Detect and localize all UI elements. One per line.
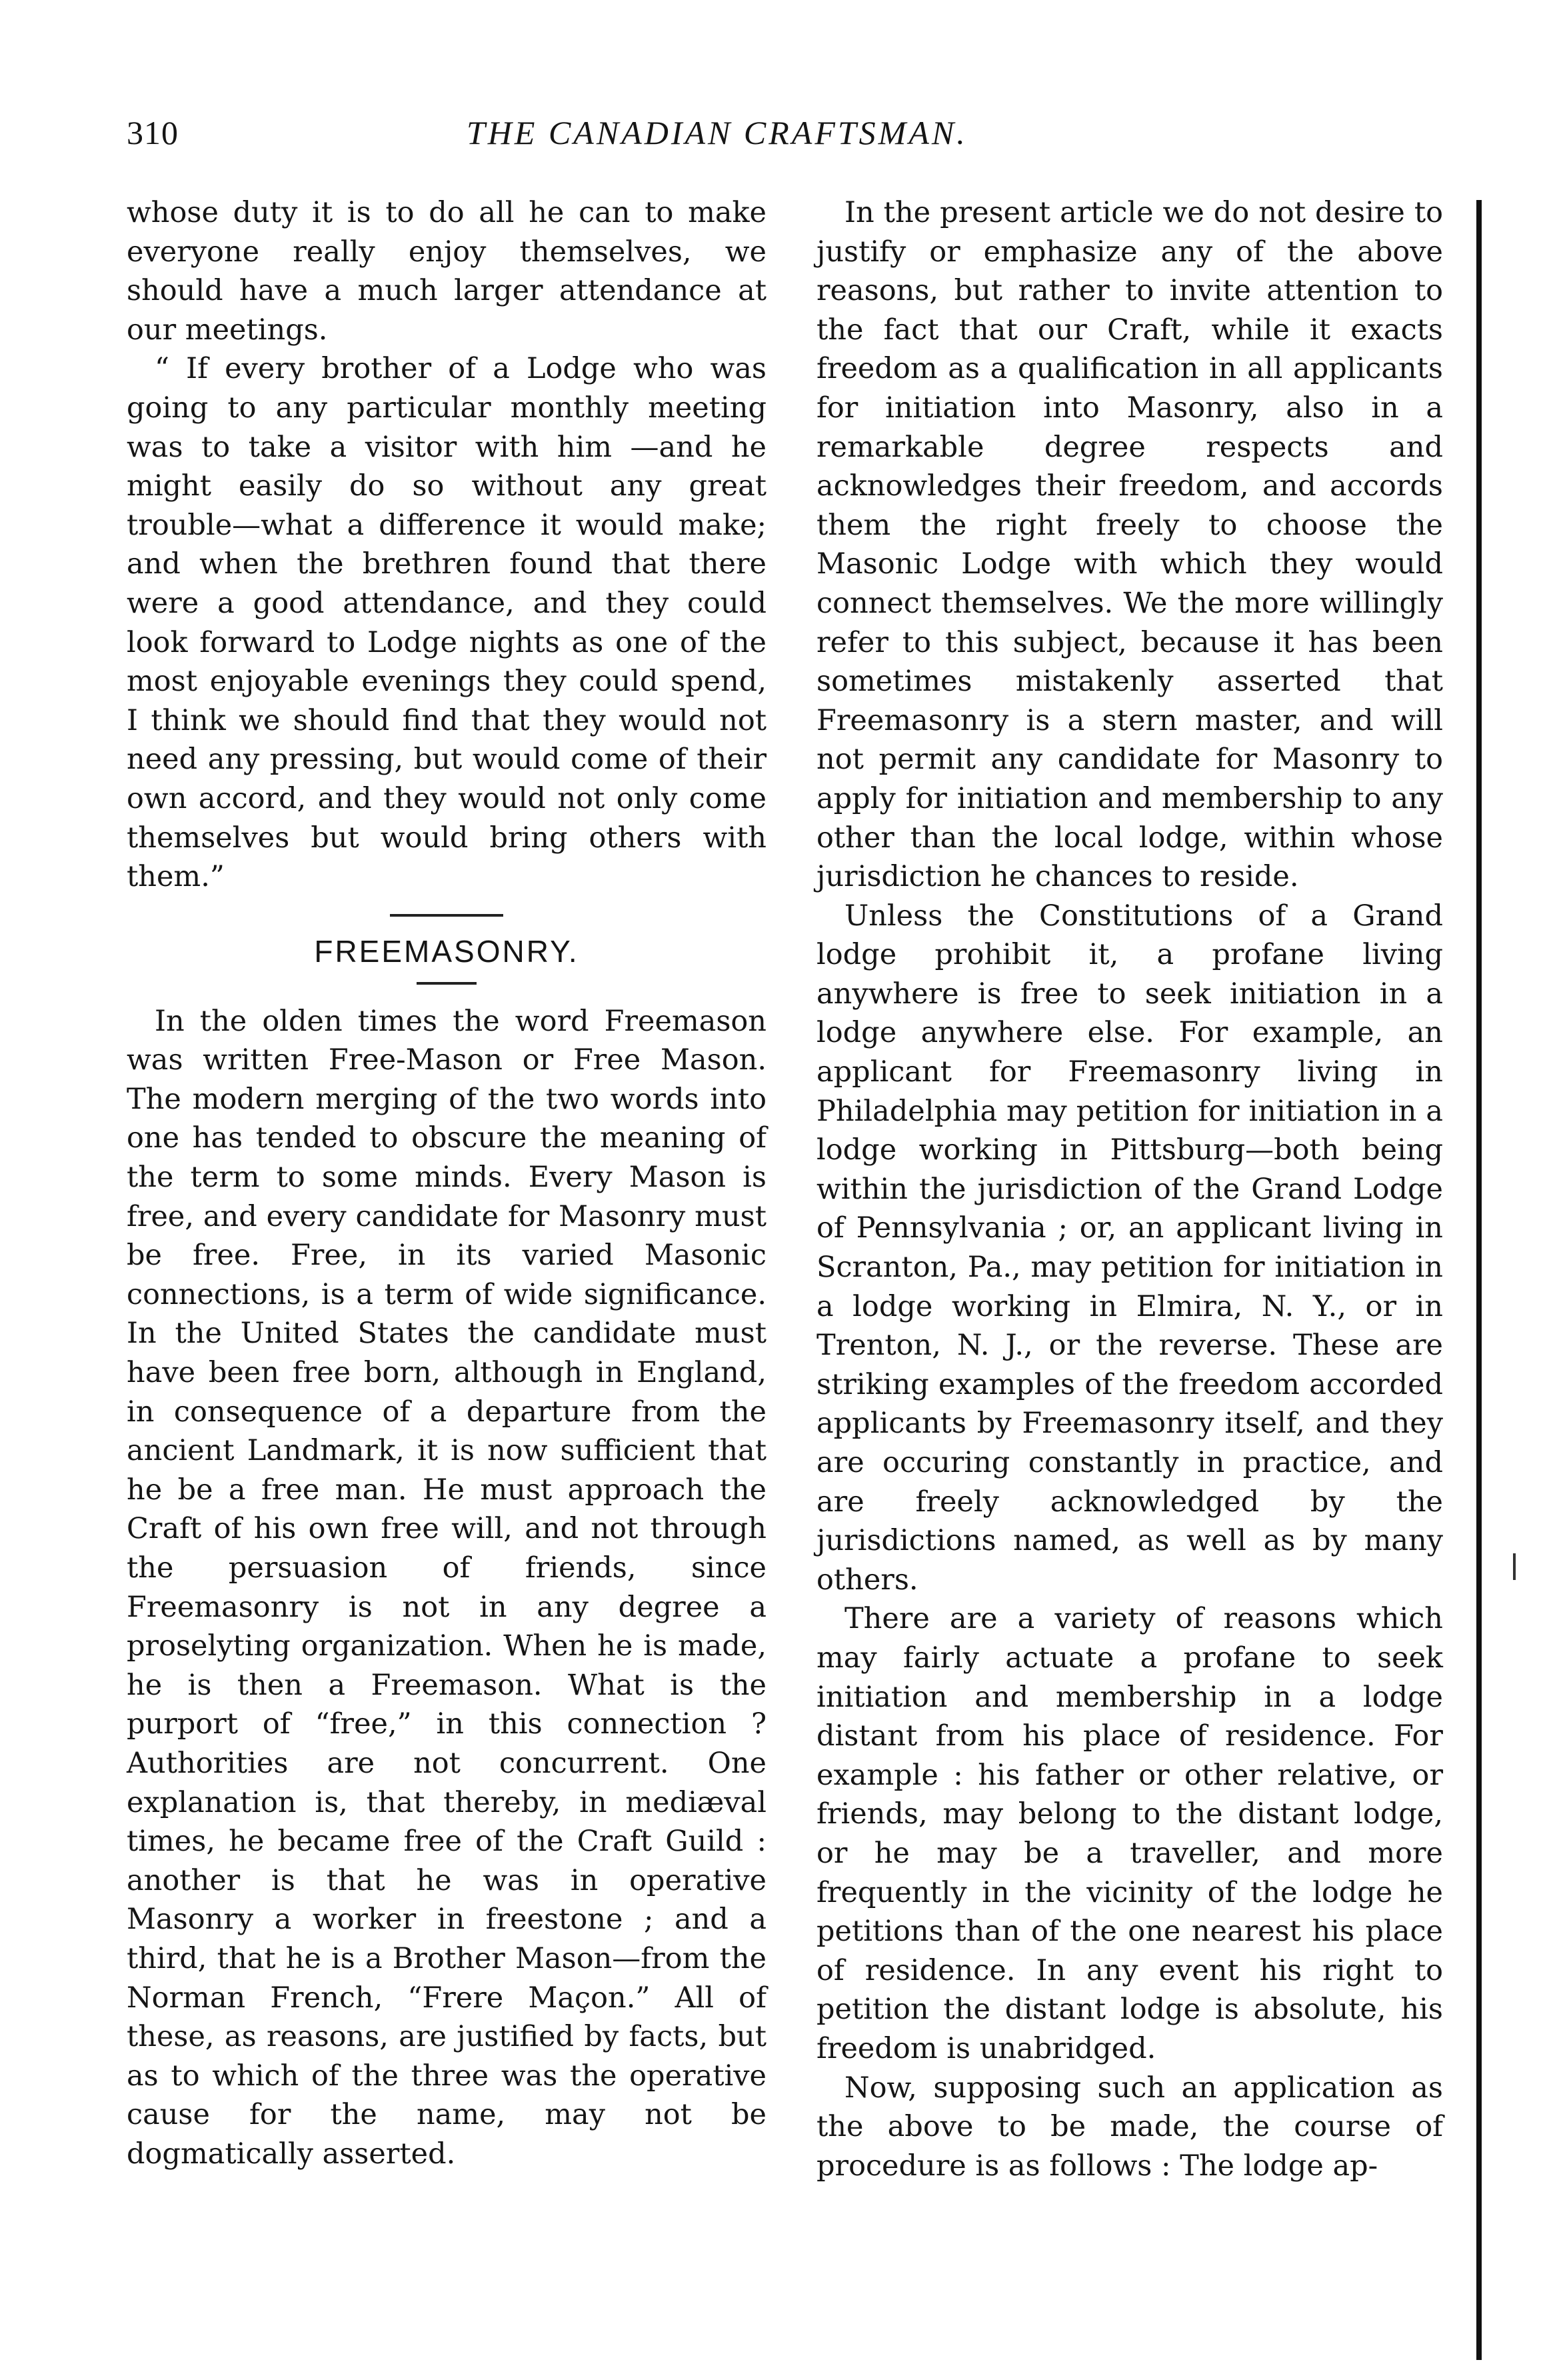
heading-underline <box>417 982 477 985</box>
right-column <box>816 193 1443 2185</box>
paragraph-continuation: whose duty it is to do all he can to make everyone really enjoy themselves, we should have a much larger attendance at our meetings. <box>127 196 767 347</box>
paragraph-variety-of-reasons: There are a variety of reasons which may fairly actuate a profane to seek initiation and membership in a lodge distant from his place of residence. For example : his father or other relative, or friends, may belong to the distant lodge, or he may be a traveller, and more frequently in the vicinity of the lodge he petitions than of the one nearest his place of residence. In any event his right to petition the distant lodge is absolute, his freedom is unabridged. <box>816 1602 1443 2065</box>
running-title: THE CANADIAN CRAFTSMAN. <box>467 114 968 151</box>
left-column <box>127 193 767 2174</box>
paragraph-freemasonry-intro: In the olden times the word Freemason was written Free-Mason or Free Mason. The modern merging of the two words into one has tended to obscure the meaning of the term to some minds. Every Mason is free, and every candidate for Masonry must be free. Free, in its varied Masonic connections, is a term of wide significance. In the United States the candidate must have been free born, although in England, in consequence of a departure from the ancient Landmark, it is now sufficient that he be a free man. He must approach the Craft of his own free will, and not through the persuasion of friends, since Freemasonry is not in any degree a proselyting organization. When he is made, he is then a Freemason. What is the purport of “free,” in this connection ? Authorities are not concurrent. One explanation is, that thereby, in mediæval times, he became free of the Craft Guild : another is that he was in operative Masonry a worker in freestone ; and a third, that he is a Brother Mason—from the Norman French, “Frere Maçon.” All of these, as reasons, are justified by facts, but as to which of the three was the operative cause for the name, may not be dogmatically asserted. <box>127 1004 767 2171</box>
section-divider <box>390 914 503 917</box>
paragraph-present-article: In the present article we do not desire to justify or emphasize any of the above reasons, but rather to invite attention to the fact that our Craft, while it exacts freedom as a qualification in all applicants for initiation into Masonry, also in a remarkable degree respects and acknowledges their freedom, and accords them the right freely to choose the Masonic Lodge with which they would connect themselves. We the more willingly refer to this subject, because it has been sometimes mistakenly asserted that Freemasonry is a stern master, and will not permit any candidate for Masonry to apply for initiation and membership to any other than the local lodge, within whose jurisdiction he chances to reside. <box>816 196 1443 894</box>
paragraph-procedure: Now, supposing such an application as the above to be made, the course of procedure is as follows : The lodge ap- <box>816 2071 1443 2183</box>
paragraph-quote: “ If every brother of a Lodge who was going to any particular monthly meeting was to take a visitor with him —and he might easily do so without any great trouble—what a difference it would make; and when the brethren found that there were a good attendance, and they could look forward to Lodge nights as one of the most enjoyable evenings they could spend, I think we should find that they would not need any pressing, but would come of their own accord, and they would not only come themselves but would bring others with them.” <box>127 352 767 894</box>
page-number: 310 <box>127 114 179 151</box>
margin-mark <box>1513 1553 1516 1580</box>
section-heading: FREEMASONRY. <box>314 933 579 969</box>
paragraph-grand-lodge: Unless the Constitutions of a Grand lodge prohibit it, a profane living anywhere is free to seek initiation in a lodge anywhere else. For example, an applicant for Freemasonry living in Philadelphia may petition for initiation in a lodge working in Pittsburg—both being within the jurisdiction of the Grand Lodge of Pennsylvania ; or, an applicant living in Scranton, Pa., may petition for initiation in a lodge working in Elmira, N. Y., or in Trenton, N. J., or the reverse. These are striking examples of the freedom accorded applicants by Freemasonry itself, and they are occuring constantly in practice, and are freely acknowledged by the jurisdictions named, as well as by many others. <box>816 899 1443 1597</box>
page-header <box>127 113 1440 173</box>
margin-bar <box>1476 200 1482 2360</box>
